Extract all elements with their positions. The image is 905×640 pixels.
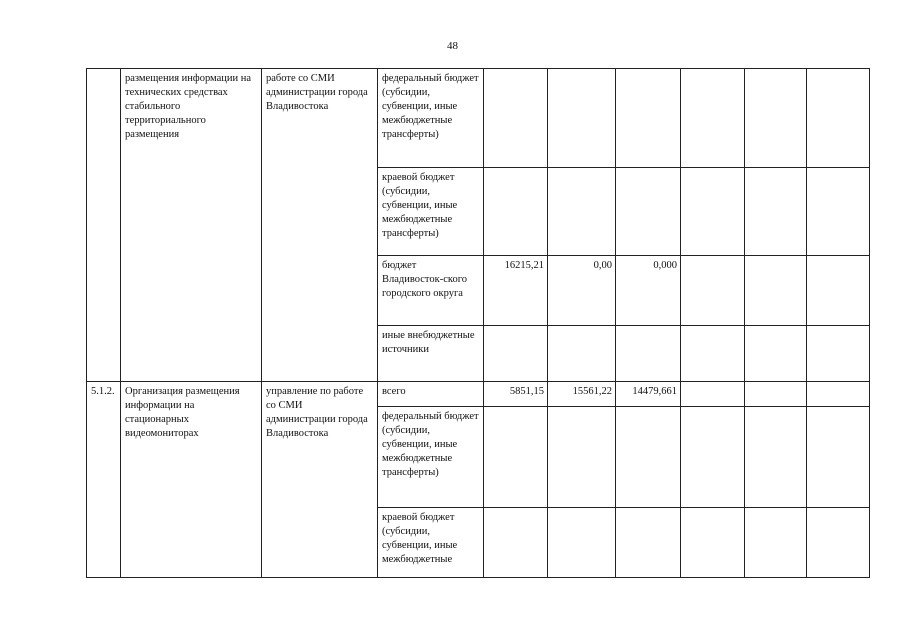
value-cell [548,407,616,508]
empty-cell [745,256,807,326]
value-cell: 16215,21 [484,256,548,326]
empty-cell [807,508,870,578]
empty-cell [745,69,807,168]
empty-cell [681,168,745,256]
empty-cell [807,407,870,508]
source-label: краевой бюджет (субсидии, субвенции, иные межбюджетные трансферты) [378,168,484,256]
empty-cell [745,407,807,508]
value-cell [616,326,681,382]
source-label: краевой бюджет (субсидии, субвенции, иные межбюджетные [378,508,484,578]
row-code: 5.1.2. [87,382,121,578]
empty-cell [681,69,745,168]
empty-cell [745,508,807,578]
measure-name: размещения информации на технических средствах стабильного территориального размещения [121,69,262,382]
empty-cell [745,382,807,407]
value-cell: 0,00 [548,256,616,326]
value-cell [548,69,616,168]
row-code [87,69,121,382]
value-cell [616,168,681,256]
value-cell [616,508,681,578]
empty-cell [807,382,870,407]
empty-cell [807,256,870,326]
source-label: иные внебюджетные источники [378,326,484,382]
value-cell [548,168,616,256]
value-cell [484,69,548,168]
value-cell [616,69,681,168]
executor: работе со СМИ администрации города Владивостока [262,69,378,382]
value-cell: 5851,15 [484,382,548,407]
empty-cell [807,69,870,168]
table-row [87,69,870,168]
page-number: 48 [447,40,458,52]
source-label: всего [378,382,484,407]
measure-name: Организация размещения информации на стационарных видеомониторах [121,382,262,578]
source-label: бюджет Владивосток-ского городского округа [378,256,484,326]
value-cell [484,407,548,508]
value-cell [548,326,616,382]
executor: управление по работе со СМИ администрации города Владивостока [262,382,378,578]
value-cell [484,508,548,578]
source-label: федеральный бюджет (субсидии, субвенции, иные межбюджетные трансферты) [378,407,484,508]
value-cell [616,407,681,508]
budget-table [86,68,870,578]
empty-cell [681,326,745,382]
empty-cell [745,168,807,256]
value-cell [484,326,548,382]
value-cell [548,508,616,578]
empty-cell [807,326,870,382]
value-cell: 14479,661 [616,382,681,407]
source-label: федеральный бюджет (субсидии, субвенции, иные межбюджетные трансферты) [378,69,484,168]
table-row [87,382,870,407]
empty-cell [681,508,745,578]
empty-cell [745,326,807,382]
value-cell: 0,000 [616,256,681,326]
empty-cell [681,256,745,326]
value-cell: 15561,22 [548,382,616,407]
empty-cell [681,382,745,407]
empty-cell [681,407,745,508]
empty-cell [807,168,870,256]
value-cell [484,168,548,256]
